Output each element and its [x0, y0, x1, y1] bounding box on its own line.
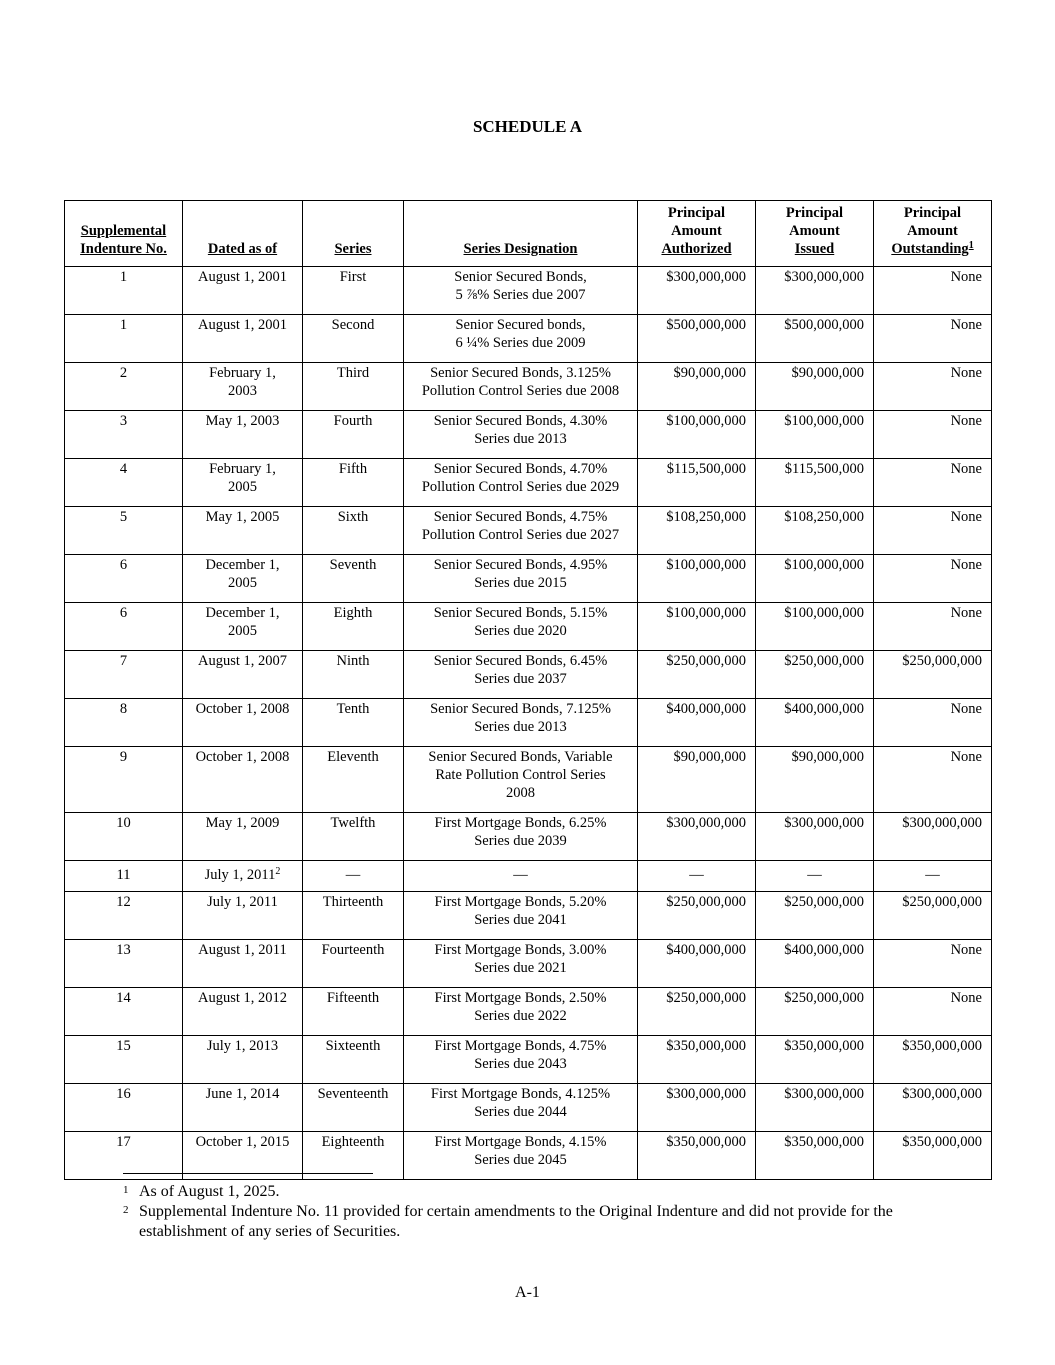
cell-series-designation: First Mortgage Bonds, 4.75% Series due 2043 — [404, 1036, 638, 1084]
cell-series: Fourteenth — [303, 940, 404, 988]
cell-series: Eleventh — [303, 747, 404, 813]
cell-amount-issued: $300,000,000 — [756, 813, 874, 861]
cell-indenture-no: 7 — [65, 651, 183, 699]
cell-indenture-no: 1 — [65, 267, 183, 315]
cell-series: Twelfth — [303, 813, 404, 861]
cell-amount-outstanding: None — [874, 555, 992, 603]
table-row — [65, 411, 992, 459]
cell-amount-issued: $100,000,000 — [756, 603, 874, 651]
header-principal-issued: Principal Amount Issued — [756, 201, 874, 267]
cell-indenture-no: 9 — [65, 747, 183, 813]
cell-dated-as-of: May 1, 2009 — [183, 813, 303, 861]
cell-series: Third — [303, 363, 404, 411]
cell-dated-as-of: August 1, 2011 — [183, 940, 303, 988]
cell-amount-outstanding: None — [874, 363, 992, 411]
cell-dated-as-of: October 1, 2008 — [183, 747, 303, 813]
footnote-divider — [123, 1173, 373, 1174]
cell-amount-issued: $350,000,000 — [756, 1036, 874, 1084]
schedule-table — [64, 200, 992, 1180]
cell-amount-issued: $250,000,000 — [756, 651, 874, 699]
cell-amount-issued: $350,000,000 — [756, 1132, 874, 1180]
cell-dated-as-of: May 1, 2005 — [183, 507, 303, 555]
cell-series-designation: Senior Secured Bonds, 4.95% Series due 2015 — [404, 555, 638, 603]
cell-amount-issued: $400,000,000 — [756, 940, 874, 988]
cell-amount-authorized: $250,000,000 — [638, 892, 756, 940]
page-number: A-1 — [515, 1284, 540, 1301]
cell-dated-as-of: December 1, 2005 — [183, 603, 303, 651]
cell-amount-issued: $100,000,000 — [756, 555, 874, 603]
footnotes — [123, 1182, 943, 1242]
cell-amount-issued: $250,000,000 — [756, 988, 874, 1036]
cell-amount-issued: $115,500,000 — [756, 459, 874, 507]
cell-amount-outstanding: $300,000,000 — [874, 1084, 992, 1132]
cell-indenture-no: 13 — [65, 940, 183, 988]
table-row — [65, 507, 992, 555]
cell-amount-issued: $400,000,000 — [756, 699, 874, 747]
table-row — [65, 315, 992, 363]
cell-series: Seventh — [303, 555, 404, 603]
cell-dated-as-of: August 1, 2007 — [183, 651, 303, 699]
cell-indenture-no: 6 — [65, 603, 183, 651]
table-row — [65, 459, 992, 507]
cell-series: Second — [303, 315, 404, 363]
cell-series-designation: First Mortgage Bonds, 3.00% Series due 2021 — [404, 940, 638, 988]
cell-indenture-no: 15 — [65, 1036, 183, 1084]
cell-amount-authorized: — — [638, 861, 756, 892]
table-row — [65, 892, 992, 940]
cell-amount-outstanding: None — [874, 940, 992, 988]
cell-amount-outstanding: $300,000,000 — [874, 813, 992, 861]
table-row — [65, 555, 992, 603]
cell-series-designation: First Mortgage Bonds, 6.25% Series due 2039 — [404, 813, 638, 861]
cell-dated-as-of: May 1, 2003 — [183, 411, 303, 459]
cell-series-designation: First Mortgage Bonds, 4.125% Series due 2044 — [404, 1084, 638, 1132]
cell-amount-issued: $500,000,000 — [756, 315, 874, 363]
cell-amount-outstanding: None — [874, 411, 992, 459]
cell-series: — — [303, 861, 404, 892]
cell-series: Sixth — [303, 507, 404, 555]
cell-series: Thirteenth — [303, 892, 404, 940]
cell-dated-as-of: February 1, 2005 — [183, 459, 303, 507]
footnote-1: 1 As of August 1, 2025. — [123, 1183, 280, 1200]
cell-indenture-no: 3 — [65, 411, 183, 459]
footnote-ref-2[interactable]: 2 — [275, 866, 281, 877]
cell-amount-outstanding: $250,000,000 — [874, 651, 992, 699]
cell-series-designation: Senior Secured Bonds, Variable Rate Pollution Control Series 2008 — [404, 747, 638, 813]
cell-amount-authorized: $100,000,000 — [638, 555, 756, 603]
cell-series: Seventeenth — [303, 1084, 404, 1132]
cell-dated-as-of: August 1, 2001 — [183, 267, 303, 315]
cell-amount-issued: $108,250,000 — [756, 507, 874, 555]
cell-indenture-no: 14 — [65, 988, 183, 1036]
header-indenture-no: Supplemental Indenture No. — [65, 201, 183, 267]
cell-dated-as-of: July 1, 2013 — [183, 1036, 303, 1084]
cell-amount-authorized: $250,000,000 — [638, 988, 756, 1036]
header-series-designation: Series Designation — [404, 201, 638, 267]
table-row — [65, 651, 992, 699]
cell-amount-outstanding: None — [874, 603, 992, 651]
cell-amount-authorized: $100,000,000 — [638, 603, 756, 651]
cell-indenture-no: 10 — [65, 813, 183, 861]
cell-dated-as-of: December 1, 2005 — [183, 555, 303, 603]
cell-amount-authorized: $300,000,000 — [638, 813, 756, 861]
cell-amount-outstanding: None — [874, 699, 992, 747]
cell-amount-authorized: $500,000,000 — [638, 315, 756, 363]
cell-amount-outstanding: None — [874, 459, 992, 507]
cell-amount-authorized: $108,250,000 — [638, 507, 756, 555]
footnote-2: 2 Supplemental Indenture No. 11 provided for certain amendments to the Original Indenture and did not provide for the establishment of any series of Securities. — [123, 1203, 893, 1240]
cell-amount-outstanding: None — [874, 267, 992, 315]
table-row — [65, 747, 992, 813]
table-row — [65, 813, 992, 861]
cell-indenture-no: 17 — [65, 1132, 183, 1180]
cell-dated-as-of: July 1, 2011$^2$ — [183, 861, 303, 892]
header-dated-as-of: Dated as of — [183, 201, 303, 267]
cell-indenture-no: 1 — [65, 315, 183, 363]
cell-dated-as-of: February 1, 2003 — [183, 363, 303, 411]
cell-amount-authorized: $300,000,000 — [638, 1084, 756, 1132]
table-row — [65, 1036, 992, 1084]
cell-indenture-no: 6 — [65, 555, 183, 603]
cell-series: Eighth — [303, 603, 404, 651]
table-row — [65, 861, 992, 892]
cell-amount-authorized: $100,000,000 — [638, 411, 756, 459]
cell-amount-outstanding: $350,000,000 — [874, 1036, 992, 1084]
cell-dated-as-of: October 1, 2008 — [183, 699, 303, 747]
header-row — [65, 201, 992, 267]
cell-series: Fifteenth — [303, 988, 404, 1036]
cell-amount-outstanding: None — [874, 988, 992, 1036]
cell-series-designation: Senior Secured Bonds, 5 ⅞% Series due 2007 — [404, 267, 638, 315]
cell-amount-authorized: $400,000,000 — [638, 699, 756, 747]
cell-series: Eighteenth — [303, 1132, 404, 1180]
cell-series-designation: First Mortgage Bonds, 2.50% Series due 2022 — [404, 988, 638, 1036]
cell-series: Fourth — [303, 411, 404, 459]
cell-amount-outstanding: None — [874, 507, 992, 555]
cell-amount-issued: $100,000,000 — [756, 411, 874, 459]
cell-indenture-no: 11 — [65, 861, 183, 892]
cell-dated-as-of: June 1, 2014 — [183, 1084, 303, 1132]
cell-series-designation: First Mortgage Bonds, 4.15% Series due 2045 — [404, 1132, 638, 1180]
cell-amount-authorized: $400,000,000 — [638, 940, 756, 988]
cell-amount-authorized: $115,500,000 — [638, 459, 756, 507]
cell-amount-issued: $90,000,000 — [756, 363, 874, 411]
footnote-ref-1[interactable]: 1 — [968, 240, 974, 251]
cell-series-designation: Senior Secured Bonds, 7.125% Series due 2013 — [404, 699, 638, 747]
cell-amount-issued: $300,000,000 — [756, 267, 874, 315]
cell-amount-authorized: $90,000,000 — [638, 363, 756, 411]
cell-series-designation: Senior Secured Bonds, 4.70% Pollution Control Series due 2029 — [404, 459, 638, 507]
cell-series-designation: Senior Secured Bonds, 4.75% Pollution Control Series due 2027 — [404, 507, 638, 555]
table-row — [65, 267, 992, 315]
cell-series: First — [303, 267, 404, 315]
page-title: SCHEDULE A — [472, 117, 583, 136]
cell-series-designation: Senior Secured bonds, 6 ¼% Series due 2009 — [404, 315, 638, 363]
table-row — [65, 363, 992, 411]
cell-series-designation: Senior Secured Bonds, 4.30% Series due 2013 — [404, 411, 638, 459]
cell-series-designation: — — [404, 861, 638, 892]
cell-amount-authorized: $350,000,000 — [638, 1036, 756, 1084]
table-row — [65, 940, 992, 988]
cell-amount-authorized: $90,000,000 — [638, 747, 756, 813]
cell-series-designation: Senior Secured Bonds, 3.125% Pollution Control Series due 2008 — [404, 363, 638, 411]
header-principal-outstanding: Principal Amount Outstanding$^1$ — [874, 201, 992, 267]
cell-indenture-no: 2 — [65, 363, 183, 411]
table-row — [65, 988, 992, 1036]
table-row — [65, 1084, 992, 1132]
cell-amount-issued: — — [756, 861, 874, 892]
cell-indenture-no: 16 — [65, 1084, 183, 1132]
cell-dated-as-of: October 1, 2015 — [183, 1132, 303, 1180]
cell-series: Tenth — [303, 699, 404, 747]
table-row — [65, 603, 992, 651]
cell-dated-as-of: July 1, 2011 — [183, 892, 303, 940]
cell-amount-authorized: $250,000,000 — [638, 651, 756, 699]
cell-amount-outstanding: None — [874, 747, 992, 813]
cell-series: Ninth — [303, 651, 404, 699]
header-principal-authorized: Principal Amount Authorized — [638, 201, 756, 267]
cell-amount-authorized: $300,000,000 — [638, 267, 756, 315]
cell-indenture-no: 8 — [65, 699, 183, 747]
cell-amount-authorized: $350,000,000 — [638, 1132, 756, 1180]
header-series: Series — [303, 201, 404, 267]
cell-series-designation: Senior Secured Bonds, 6.45% Series due 2037 — [404, 651, 638, 699]
cell-indenture-no: 12 — [65, 892, 183, 940]
table-row — [65, 699, 992, 747]
cell-series-designation: Senior Secured Bonds, 5.15% Series due 2020 — [404, 603, 638, 651]
cell-amount-outstanding: $250,000,000 — [874, 892, 992, 940]
cell-amount-outstanding: None — [874, 315, 992, 363]
cell-dated-as-of: August 1, 2012 — [183, 988, 303, 1036]
cell-amount-outstanding: — — [874, 861, 992, 892]
cell-series: Sixteenth — [303, 1036, 404, 1084]
cell-series: Fifth — [303, 459, 404, 507]
cell-amount-issued: $250,000,000 — [756, 892, 874, 940]
cell-amount-issued: $300,000,000 — [756, 1084, 874, 1132]
cell-indenture-no: 4 — [65, 459, 183, 507]
cell-amount-outstanding: $350,000,000 — [874, 1132, 992, 1180]
cell-amount-issued: $90,000,000 — [756, 747, 874, 813]
cell-indenture-no: 5 — [65, 507, 183, 555]
cell-dated-as-of: August 1, 2001 — [183, 315, 303, 363]
cell-series-designation: First Mortgage Bonds, 5.20% Series due 2041 — [404, 892, 638, 940]
